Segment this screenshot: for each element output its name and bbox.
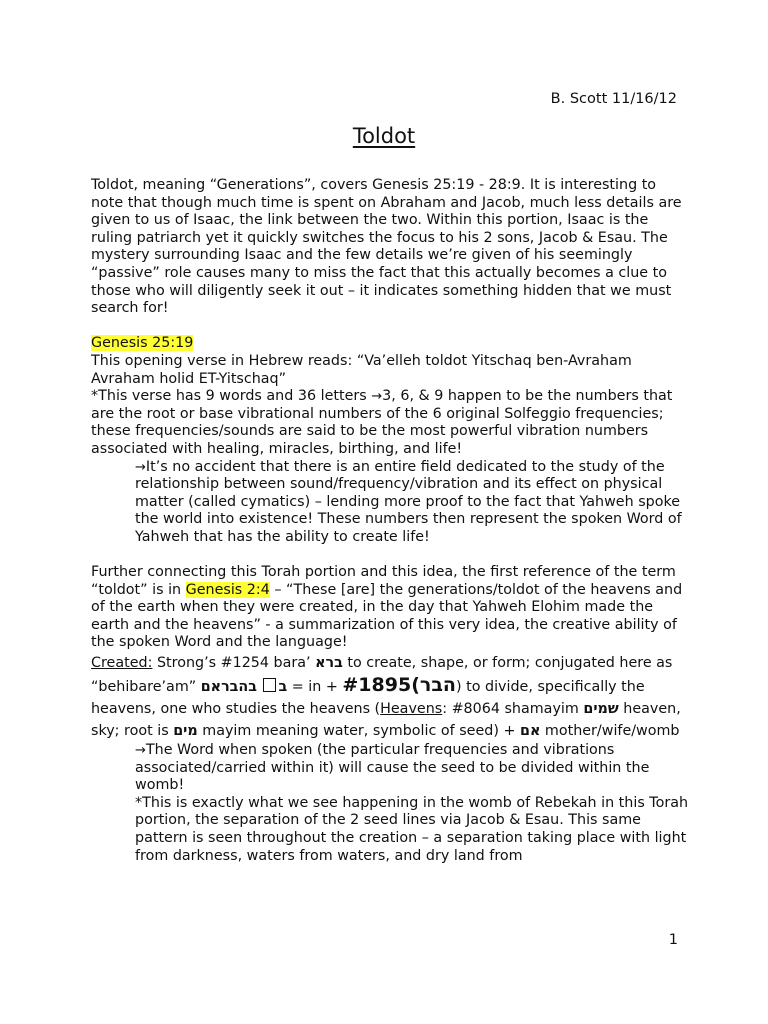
author-date: B. Scott 11/16/12 [550, 91, 677, 107]
arrow-right-icon: → [371, 389, 383, 405]
strongs-1895: #1895 [342, 674, 412, 697]
hebrew-shamayim: שמים [583, 701, 619, 718]
created-definition: Created: Strong’s #1254 bara’ ברא to create, shape, or form; conjugated here as “behibare’am” בהבראם ב = in + #1895(הבר) to divide, specifically the heavens, one who studies the heavens (Heavens: #8064 shamayim שמים heaven, sky; root is מים mayim meaning water, symbolic of seed) + אם mother/wife/womb [91, 655, 681, 740]
word-spoken-paragraph: →The Word when spoken (the particular frequencies and vibrations associated/carried within it) will cause the seed to be divided within the womb! [135, 742, 650, 794]
page-number: 1 [668, 932, 678, 948]
reference-genesis-2-4: Genesis 2:4 [185, 581, 270, 598]
verse-count-paragraph: *This verse has 9 words and 36 letters →3, 6, & 9 happen to be the numbers that are the root or base vibrational numbers of the 6 original Solfeggio frequencies; these frequencies/sounds are said to be the most powerful vibration numbers associated with healing, miracles, birthing, and life! [91, 388, 673, 457]
hebrew-mayim: מים [173, 723, 198, 740]
hebrew-bara: ברא [315, 655, 343, 672]
page-title: Toldot [352, 124, 416, 148]
intro-paragraph: Toldot, meaning “Generations”, covers Genesis 25:19 - 28:9. It is interesting to note that though much time is spent on Abraham and Jacob, much less details are given to us of Isaac, the link between the two. Within this portion, Isaac is the ruling patriarch yet it quickly switches the focus to his 2 sons, Jacob & Esau. The mystery surrounding Isaac and the few details we’re given of his seemingly “passive” role causes many to miss the fact that this actually becomes a clue to those who will diligently seek it out – it indicates something hidden that we must search for! [91, 177, 682, 317]
section-heading-genesis-25-19: Genesis 25:19 [91, 335, 194, 352]
cymatics-paragraph: →It’s no accident that there is an entire field dedicated to the study of the relationship between sound/frequency/vibration and its effect on physical matter (called cymatics) – lending more proof to the fact that Yahweh spoke the world into existence! These numbers then represent the spoken Word of Yahweh that has the ability to create life! [135, 458, 682, 545]
arrow-right-icon: → [135, 743, 146, 759]
opening-verse-line: This opening verse in Hebrew reads: “Va’elleh toldot Yitschaq ben-Avraham Avraham holid ET-Yitschaq” [91, 352, 632, 387]
arrow-right-icon: → [135, 459, 146, 475]
hebrew-em: אם [520, 723, 541, 740]
rebekah-paragraph: *This is exactly what we see happening in the womb of Rebekah in this Torah portion, the separation of the 2 seed lines via Jacob & Esau. This same pattern is seen throughout the creation – a separation taking place with light from darkness, waters from waters, and dry land from [135, 794, 689, 864]
genesis-2-4-paragraph: Further connecting this Torah portion and this idea, the first reference of the term “toldot” is in Genesis 2:4 – “These [are] the generations/toldot of the heavens and of the earth when they were created, in the day that Yahweh Elohim made the earth and the heavens” - a summarization of this very idea, the creative ability of the spoken Word and the language! [91, 564, 683, 651]
section-genesis-25-19 [91, 335, 691, 353]
created-label: Created: [91, 655, 153, 672]
heavens-label: Heavens [380, 701, 443, 718]
hebrew-hbr: הבר [419, 674, 456, 697]
missing-glyph-box-icon [263, 678, 276, 692]
hebrew-behibaream: בהבראם [200, 679, 257, 696]
hebrew-bet: ב [278, 679, 288, 696]
document-body [91, 177, 691, 865]
